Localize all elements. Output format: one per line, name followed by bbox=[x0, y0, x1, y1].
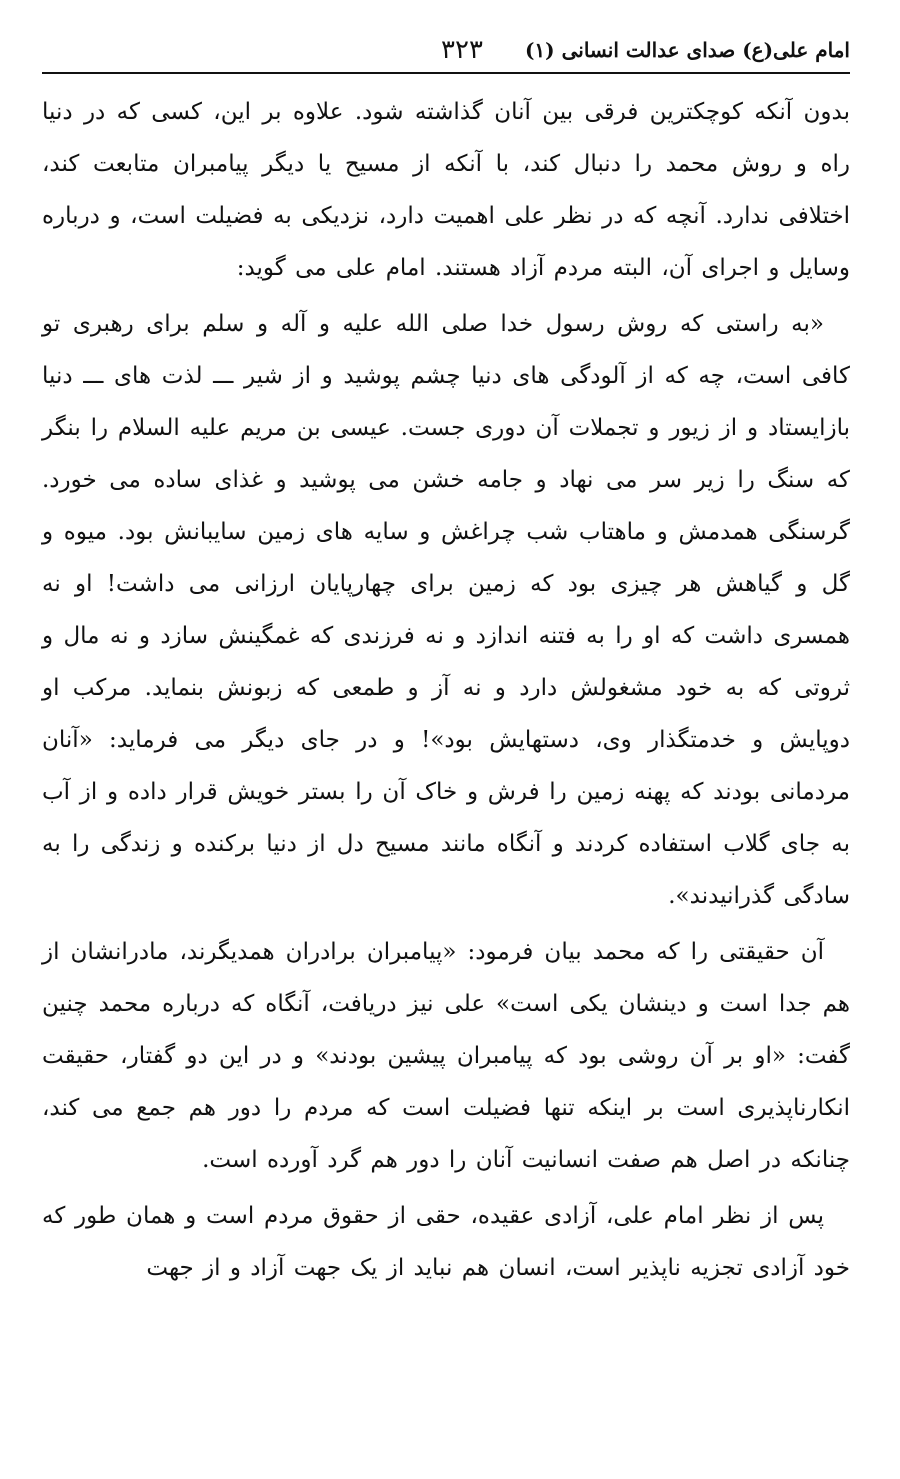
book-page bbox=[42, 0, 850, 1479]
paragraph-2: «به راستی که روش رسول خدا صلی الله علیه و آله و سلم برای رهبری تو کافی است، چه که از آلودگی های دنیا چشم پوشید و از شیر ـــ لذت های ـــ دنیا بازایستاد و از زیور و تجملات آن دوری جست. عیسی بن مریم علیه السلام را بنگر که سنگ را زیر سر می نهاد و جامه خشن می پوشید و غذای ساده می خورد. گرسنگی همدمش و ماهتاب شب چراغش و سایه های زمین سایبانش بود. میوه و گل و گیاهش هر چیزی بود که زمین برای چهارپایان ارزانی می داشت! او نه همسری داشت که او را به فتنه اندازد و نه فرزندی که غمگینش سازد و نه مال و ثروتی که به خود مشغولش دارد و نه آز و طمعی که زبونش بنماید. مرکب او دوپایش و خدمتگذار وی، دستهایش بود»! و در جای دیگر می فرماید: «آنان مردمانی بودند که پهنه زمین را فرش و خاک آن را بستر خویش قرار داده و از آب به جای گلاب استفاده کردند و آنگاه مانند مسیح دل از دنیا برکنده و زندگی را به سادگی گذرانیدند». bbox=[42, 311, 850, 909]
header-divider bbox=[42, 72, 850, 74]
paragraph-3: آن حقیقتی را که محمد بیان فرمود: «پیامبران برادران همدیگرند، مادرانشان از هم جدا است و دینشان یکی است» علی نیز دریافت، آنگاه که درباره محمد چنین گفت: «او بر آن روشی بود که پیامبران پیشین بودند» و در این دو گفتار، حقیقت انکارناپذیری است بر اینکه تنها فضیلت است که مردم را دور هم جمع می کند، چنانکه در اصل هم صفت انسانیت آنان را دور هم گرد آورده است. bbox=[42, 939, 850, 1173]
page-number: ۳۲۳ bbox=[441, 35, 483, 65]
paragraph-4: پس از نظر امام علی، آزادی عقیده، حقی از حقوق مردم است و همان طور که خود آزادی تجزیه ناپذیر است، انسان هم نباید از یک جهت آزاد و از جهت bbox=[42, 1203, 850, 1281]
page-header bbox=[42, 30, 850, 70]
running-title: امام علی(ع) صدای عدالت انسانی (۱) bbox=[524, 38, 850, 62]
body-text bbox=[42, 86, 850, 1298]
paragraph-1: بدون آنکه کوچکترین فرقی بین آنان گذاشته شود. علاوه بر این، کسی که در دنیا راه و روش محمد را دنبال کند، با آنکه از مسیح یا دیگر پیامبران متابعت کند، اختلافی ندارد. آنچه که در نظر علی اهمیت دارد، نزدیکی به فضیلت است، و درباره وسایل و اجرای آن، البته مردم آزاد هستند. امام علی می گوید: bbox=[42, 99, 850, 281]
